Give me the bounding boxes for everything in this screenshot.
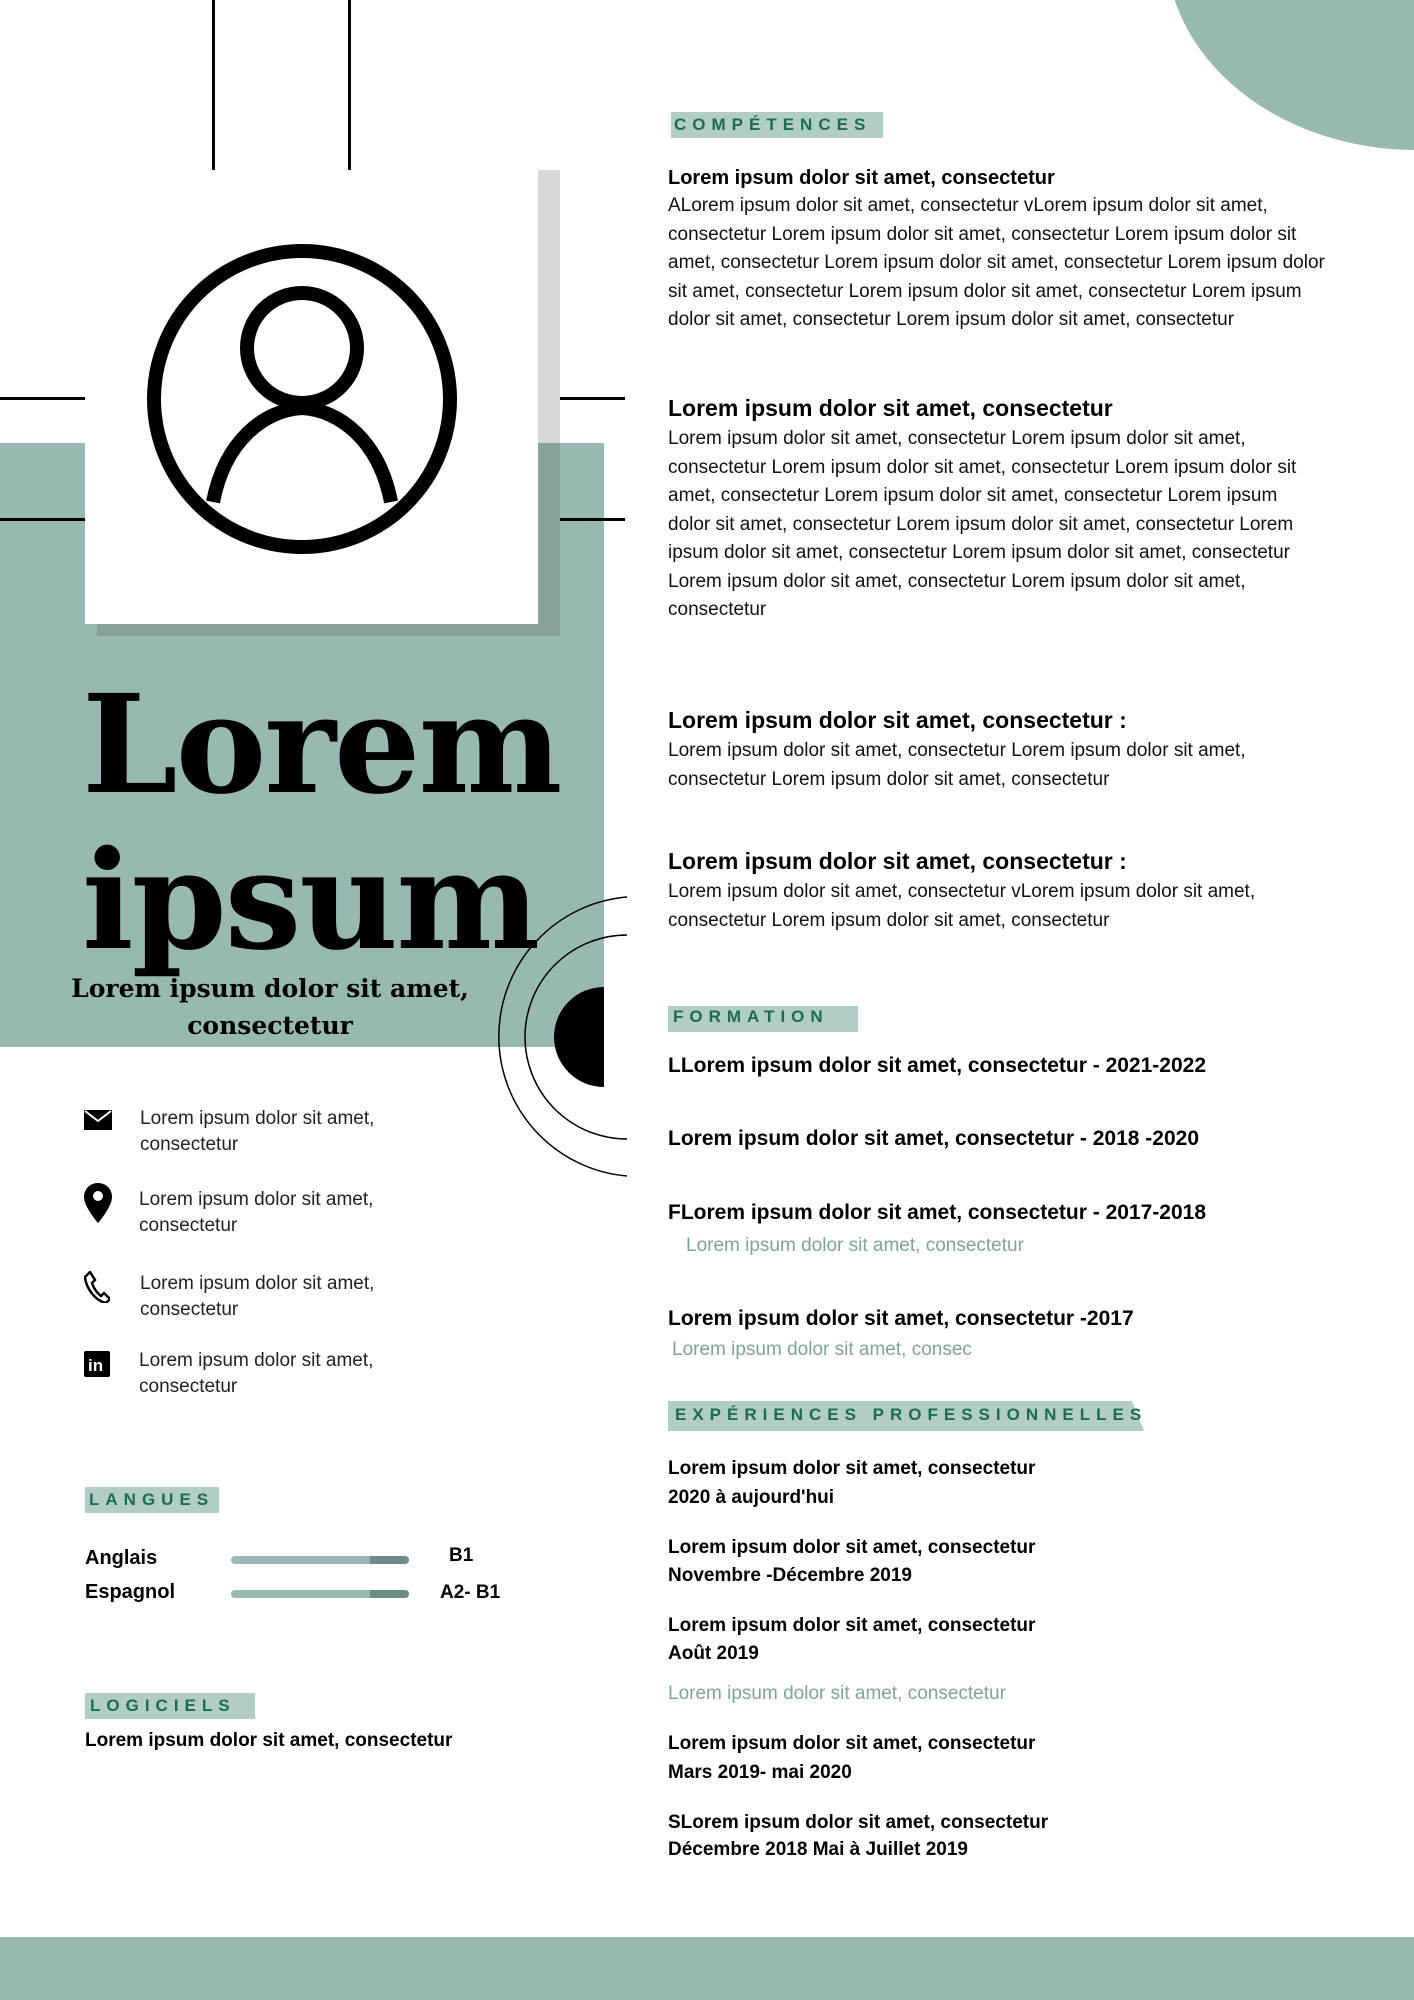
software-heading: LOGICIELS <box>90 1696 236 1715</box>
frame-line <box>0 518 85 521</box>
skill-title: Lorem ipsum dolor sit amet, consectetur <box>668 167 1055 189</box>
language-name: Espagnol <box>85 1581 176 1603</box>
software-text: Lorem ipsum dolor sit amet, consectetur <box>85 1730 453 1751</box>
skill-title: Lorem ipsum dolor sit amet, consectetur : <box>668 707 1127 733</box>
skill-body: Lorem ipsum dolor sit amet, consectetur vLorem ipsum dolor sit amet, consectetur Lorem ipsum dolor sit amet, consectetur <box>668 881 1256 931</box>
skills-heading: COMPÉTENCES <box>674 115 872 134</box>
language-level: B1 <box>449 1545 474 1566</box>
contact-phone: Lorem ipsum dolor sit amet, consectetur <box>140 1273 375 1320</box>
languages-heading: LANGUES <box>89 1490 215 1509</box>
contact-address: Lorem ipsum dolor sit amet, consectetur <box>139 1189 374 1236</box>
education-item-title: FLorem ipsum dolor sit amet, consectetur - 2017-2018 <box>668 1201 1207 1224</box>
last-name: ipsum <box>82 821 539 981</box>
language-name: Anglais <box>85 1547 158 1569</box>
first-name: Lorem <box>82 665 561 825</box>
education-item-title: LLorem ipsum dolor sit amet, consectetur - 2021-2022 <box>668 1054 1207 1077</box>
experience-item-date: Mars 2019- mai 2020 <box>668 1762 852 1783</box>
experience-item-date: Décembre 2018 Mai à Juillet 2019 <box>668 1839 968 1860</box>
frame-line <box>0 397 85 400</box>
experience-item-note: Lorem ipsum dolor sit amet, consectetur <box>668 1683 1006 1704</box>
linkedin-icon <box>84 1351 112 1381</box>
experience-item-title: Lorem ipsum dolor sit amet, consectetur <box>668 1537 1036 1558</box>
frame-line <box>348 0 351 170</box>
skill-title: Lorem ipsum dolor sit amet, consectetur : <box>668 848 1127 874</box>
experience-item-title: Lorem ipsum dolor sit amet, consectetur <box>668 1615 1036 1636</box>
contact-email: Lorem ipsum dolor sit amet, consectetur <box>140 1108 375 1155</box>
svg-text:in: in <box>88 1356 104 1375</box>
job-subtitle: Lorem ipsum dolor sit amet, consectetur <box>71 974 469 1040</box>
location-pin-icon <box>84 1183 112 1213</box>
contact-linkedin: Lorem ipsum dolor sit amet, consectetur <box>139 1350 374 1397</box>
experience-item-title: SLorem ipsum dolor sit amet, consectetur <box>668 1812 1049 1833</box>
skill-body: Lorem ipsum dolor sit amet, consectetur Lorem ipsum dolor sit amet, consectetur Lorem ipsum dolor sit amet, consectetur Lorem ipsum dolor sit amet, consectetur Lorem ipsum dolor sit amet, consectetur Lorem ipsum dolor sit amet, consectetur Lorem ipsum dolor sit amet, consectetur Lorem ipsum dolor sit amet, consectetur Lorem ipsum dolor sit amet, consectetur Lorem ipsum dolor sit amet, consectetur Lorem ipsum dolor sit amet, consectetur <box>668 428 1297 620</box>
skill-body: ALorem ipsum dolor sit amet, consectetur vLorem ipsum dolor sit amet, consectetur Lorem ipsum dolor sit amet, consectetur Lorem ipsum dolor sit amet, consectetur Lorem ipsum dolor sit amet, consectetur Lorem ipsum dolor sit amet, consectetur Lorem ipsum dolor sit amet, consectetur Lorem ipsum dolor sit amet, consectetur Lorem ipsum dolor sit amet, consectetur <box>668 195 1325 330</box>
education-heading: FORMATION <box>673 1007 829 1026</box>
language-level-bar <box>231 1556 409 1564</box>
corner-decoration-circle <box>1166 0 1414 150</box>
education-item-title: Lorem ipsum dolor sit amet, consectetur - 2018 -2020 <box>668 1127 1200 1150</box>
education-item-detail: Lorem ipsum dolor sit amet, consectetur <box>686 1235 1024 1256</box>
language-level: A2- B1 <box>440 1582 501 1603</box>
skill-body: Lorem ipsum dolor sit amet, consectetur Lorem ipsum dolor sit amet, consectetur Lorem ipsum dolor sit amet, consectetur <box>668 740 1246 790</box>
experience-item-title: Lorem ipsum dolor sit amet, consectetur <box>668 1458 1036 1479</box>
experience-item-date: Août 2019 <box>668 1643 759 1664</box>
experience-item-date: 2020 à aujourd'hui <box>668 1487 835 1508</box>
skill-title: Lorem ipsum dolor sit amet, consectetur <box>668 395 1113 421</box>
envelope-icon <box>84 1108 112 1138</box>
phone-icon <box>84 1271 112 1301</box>
language-level-bar <box>231 1590 409 1598</box>
frame-line <box>212 0 215 170</box>
profile-photo <box>85 170 538 624</box>
experience-item-date: Novembre -Décembre 2019 <box>668 1565 912 1586</box>
experience-item-title: Lorem ipsum dolor sit amet, consectetur <box>668 1733 1036 1754</box>
experience-heading: EXPÉRIENCES PROFESSIONNELLES <box>675 1405 1148 1424</box>
education-item-title: Lorem ipsum dolor sit amet, consectetur -2017 <box>668 1307 1134 1330</box>
education-item-detail: Lorem ipsum dolor sit amet, consec <box>672 1339 972 1360</box>
footer-band <box>0 1937 1414 2000</box>
user-avatar-icon <box>85 170 538 624</box>
